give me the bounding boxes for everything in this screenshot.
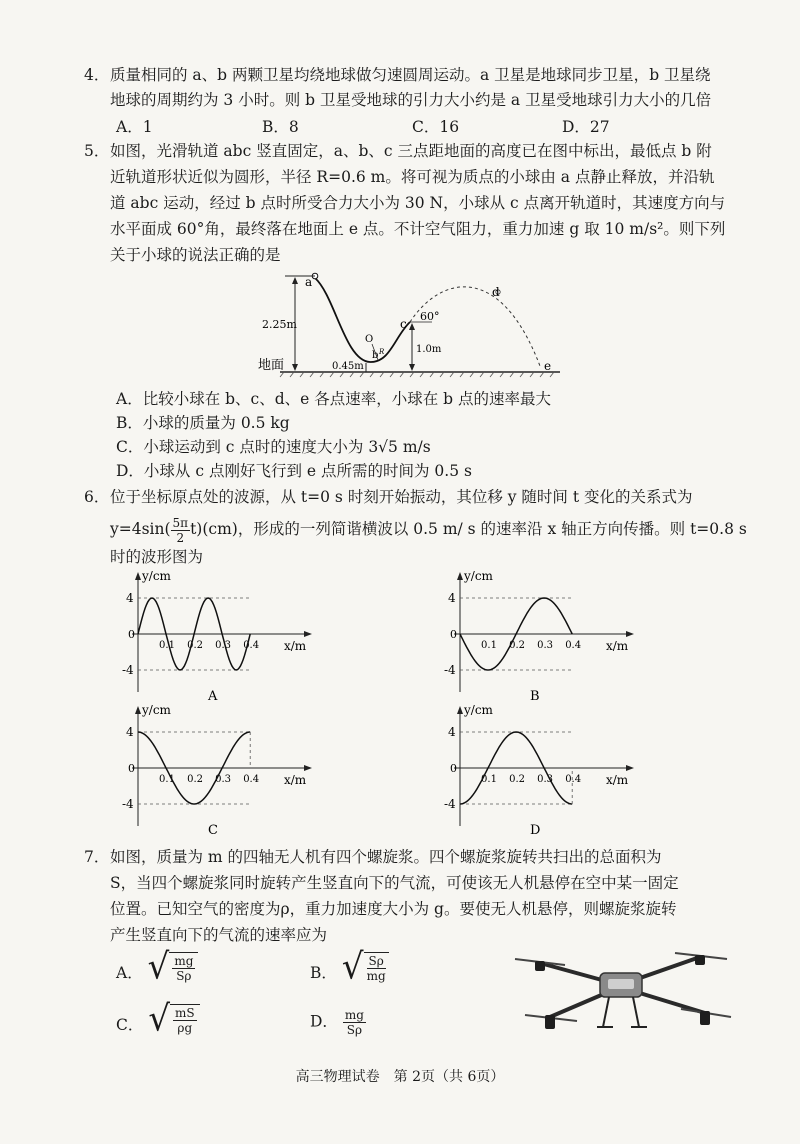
q4-text-line-1: 质量相同的 a、b 两颗卫星均绕地球做匀速圆周运动。a 卫星是地球同步卫星，b 卫星绕 — [110, 66, 711, 84]
y-axis-arrow — [457, 572, 463, 580]
wave-graph-a — [108, 566, 338, 706]
x-axis-label: x/m — [284, 773, 307, 787]
y-axis-arrow — [457, 706, 463, 714]
track-curve — [315, 278, 410, 362]
graph-label: D — [530, 823, 541, 838]
wave-graph-c — [108, 700, 338, 840]
q5-option-d: D．小球从 c 点刚好飞行到 e 点所需的时间为 0.5 s — [116, 462, 472, 480]
label-c: c — [400, 317, 407, 331]
q7-option-c: C． √ $\frac{mS}{\rho g}$ — [116, 1002, 200, 1036]
y-axis-label: y/cm — [142, 703, 171, 717]
q7-number: 7． — [84, 848, 110, 866]
x-tick-0.1: 0.1 — [481, 640, 497, 651]
y-tick-top: 4 — [448, 725, 456, 739]
q6-frac-num: 5π — [172, 515, 189, 530]
x-axis-label: x/m — [606, 773, 629, 787]
origin-label: 0 — [450, 762, 457, 775]
y-tick-bottom: -4 — [122, 663, 134, 677]
wave-graph-b — [430, 566, 660, 706]
x-tick-0.1: 0.1 — [481, 774, 497, 785]
y-axis-label: y/cm — [142, 569, 171, 583]
q6-formula-pre: y=4sin( — [110, 520, 171, 538]
q7-text-line-3: 位置。已知空气的密度为ρ，重力加速度大小为 g。要使无人机悬停，则螺旋浆旋转 — [110, 900, 677, 918]
height-b-label: 0.45m — [332, 361, 364, 372]
label-R: R — [379, 348, 385, 356]
y-tick-bottom: -4 — [122, 797, 134, 811]
q5-track-figure — [240, 266, 570, 386]
q6-formula-post: t)(cm)，形成的一列简谐横波以 0.5 m/ s 的速率沿 x 轴正方向传播。则 t=0.8 s — [190, 520, 747, 538]
q7-text-line-2: S，当四个螺旋浆同时旋转产生竖直向下的气流，可使该无人机悬停在空中某一固定 — [110, 874, 679, 892]
graph-label: A — [208, 689, 218, 704]
x-tick-0.4: 0.4 — [565, 774, 582, 785]
y-axis-label: y/cm — [464, 703, 493, 717]
height-a-label: 2.25m — [262, 318, 297, 331]
label-e: e — [544, 359, 552, 373]
x-tick-0.3: 0.3 — [537, 640, 554, 651]
drone-top-plate — [608, 979, 634, 989]
q5-text-line-1: 如图，光滑轨道 abc 竖直固定，a、b、c 三点距地面的高度已在图中标出，最低点 b 附 — [110, 142, 712, 160]
y-tick-bottom: -4 — [444, 797, 456, 811]
origin-label: 0 — [128, 762, 135, 775]
wave-graph-d — [430, 700, 660, 840]
y-tick-bottom: -4 — [444, 663, 456, 677]
q4-option-d: D．27 — [562, 118, 610, 136]
height-c-label: 1.0m — [416, 344, 442, 355]
drone-image — [505, 935, 735, 1045]
q6-frac-den: 2 — [176, 530, 185, 545]
y-axis-label: y/cm — [464, 569, 493, 583]
q4-option-c: C．16 — [412, 118, 460, 136]
y-tick-top: 4 — [448, 591, 456, 605]
q7-text-line-1: 如图，质量为 m 的四轴无人机有四个螺旋浆。四个螺旋浆旋转共扫出的总面积为 — [110, 848, 662, 866]
q5-text-line-3: 道 abc 运动，经过 b 点时所受合力大小为 30 N，小球从 c 点离开轨道时，其速度方向与 — [110, 194, 726, 212]
q6-text-line-1: 位于坐标原点处的波源，从 t=0 s 时刻开始振动，其位移 y 随时间 t 变化的关系式为 — [110, 488, 693, 506]
q5-option-c: C．小球运动到 c 点时的速度大小为 3√5 m/s — [116, 438, 431, 456]
graph-label: C — [208, 823, 218, 838]
y-axis-arrow — [135, 706, 141, 714]
x-tick-0.3: 0.3 — [215, 640, 232, 651]
x-tick-0.4: 0.4 — [243, 640, 260, 651]
q6-text-line-2 — [110, 514, 747, 545]
q5-text-line-2: 近轨道形状近似为圆形，半径 R=0.6 m。将可视为质点的小球由 a 点静止释放，并沿轨 — [110, 168, 715, 186]
x-tick-0.2: 0.2 — [187, 774, 204, 785]
origin-label: 0 — [128, 628, 135, 641]
x-tick-0.1: 0.1 — [159, 774, 175, 785]
x-axis-arrow — [626, 765, 634, 771]
q4-option-a: A．1 — [116, 118, 153, 136]
x-axis-arrow — [304, 765, 312, 771]
q5-option-a: A．比较小球在 b、c、d、e 各点速率，小球在 b 点的速率最大 — [116, 390, 552, 408]
q7-option-b: B． √ $\frac{S\rho}{mg}$ — [310, 950, 389, 984]
q4-text-line-2: 地球的周期约为 3 小时。则 b 卫星受地球的引力大小约是 a 卫星受地球引力大小的几倍 — [110, 91, 712, 109]
x-tick-0.3: 0.3 — [537, 774, 554, 785]
graph-label: B — [530, 689, 540, 704]
q4-number: 4． — [84, 66, 110, 84]
ground-label: 地面 — [258, 358, 285, 373]
origin-label: 0 — [450, 628, 457, 641]
x-axis-arrow — [626, 631, 634, 637]
q7-option-a: A． √ $\frac{mg}{S\rho}$ — [116, 950, 198, 984]
x-axis-label: x/m — [284, 639, 307, 653]
label-a: a — [305, 275, 313, 289]
x-tick-0.3: 0.3 — [215, 774, 232, 785]
label-d: d — [492, 285, 500, 299]
drone-landing-gear — [597, 997, 647, 1027]
angle-label: 60° — [420, 310, 440, 323]
q7-option-d: D． $\frac{mg}{S\rho}$ — [310, 1008, 364, 1037]
label-O: O — [365, 334, 374, 345]
x-tick-0.1: 0.1 — [159, 640, 175, 651]
q5-text-line-5: 关于小球的说法正确的是 — [110, 246, 281, 264]
x-axis-arrow — [304, 631, 312, 637]
q4-option-b: B．8 — [262, 118, 299, 136]
x-tick-0.4: 0.4 — [565, 640, 582, 651]
x-axis-label: x/m — [606, 639, 629, 653]
y-axis-arrow — [135, 572, 141, 580]
label-b: b — [372, 350, 379, 361]
y-tick-top: 4 — [126, 725, 134, 739]
q6-text-line-3: 时的波形图为 — [110, 548, 204, 566]
q5-number: 5． — [84, 142, 110, 160]
y-tick-top: 4 — [126, 591, 134, 605]
q5-option-b: B．小球的质量为 0.5 kg — [116, 414, 290, 432]
x-tick-0.2: 0.2 — [187, 640, 204, 651]
q7-text-line-4: 产生竖直向下的气流的速率应为 — [110, 926, 328, 944]
q6-number: 6． — [84, 488, 110, 506]
q6-formula-fraction — [171, 516, 191, 545]
x-tick-0.4: 0.4 — [243, 774, 260, 785]
q5-text-line-4: 水平面成 60°角，最终落在地面上 e 点。不计空气阻力，重力加速 g 取 10 m/s²。则下列 — [110, 220, 726, 238]
x-tick-0.2: 0.2 — [509, 774, 526, 785]
x-tick-0.2: 0.2 — [509, 640, 526, 651]
page-footer: 高三物理试卷 第 2页（共 6页） — [295, 1069, 505, 1085]
